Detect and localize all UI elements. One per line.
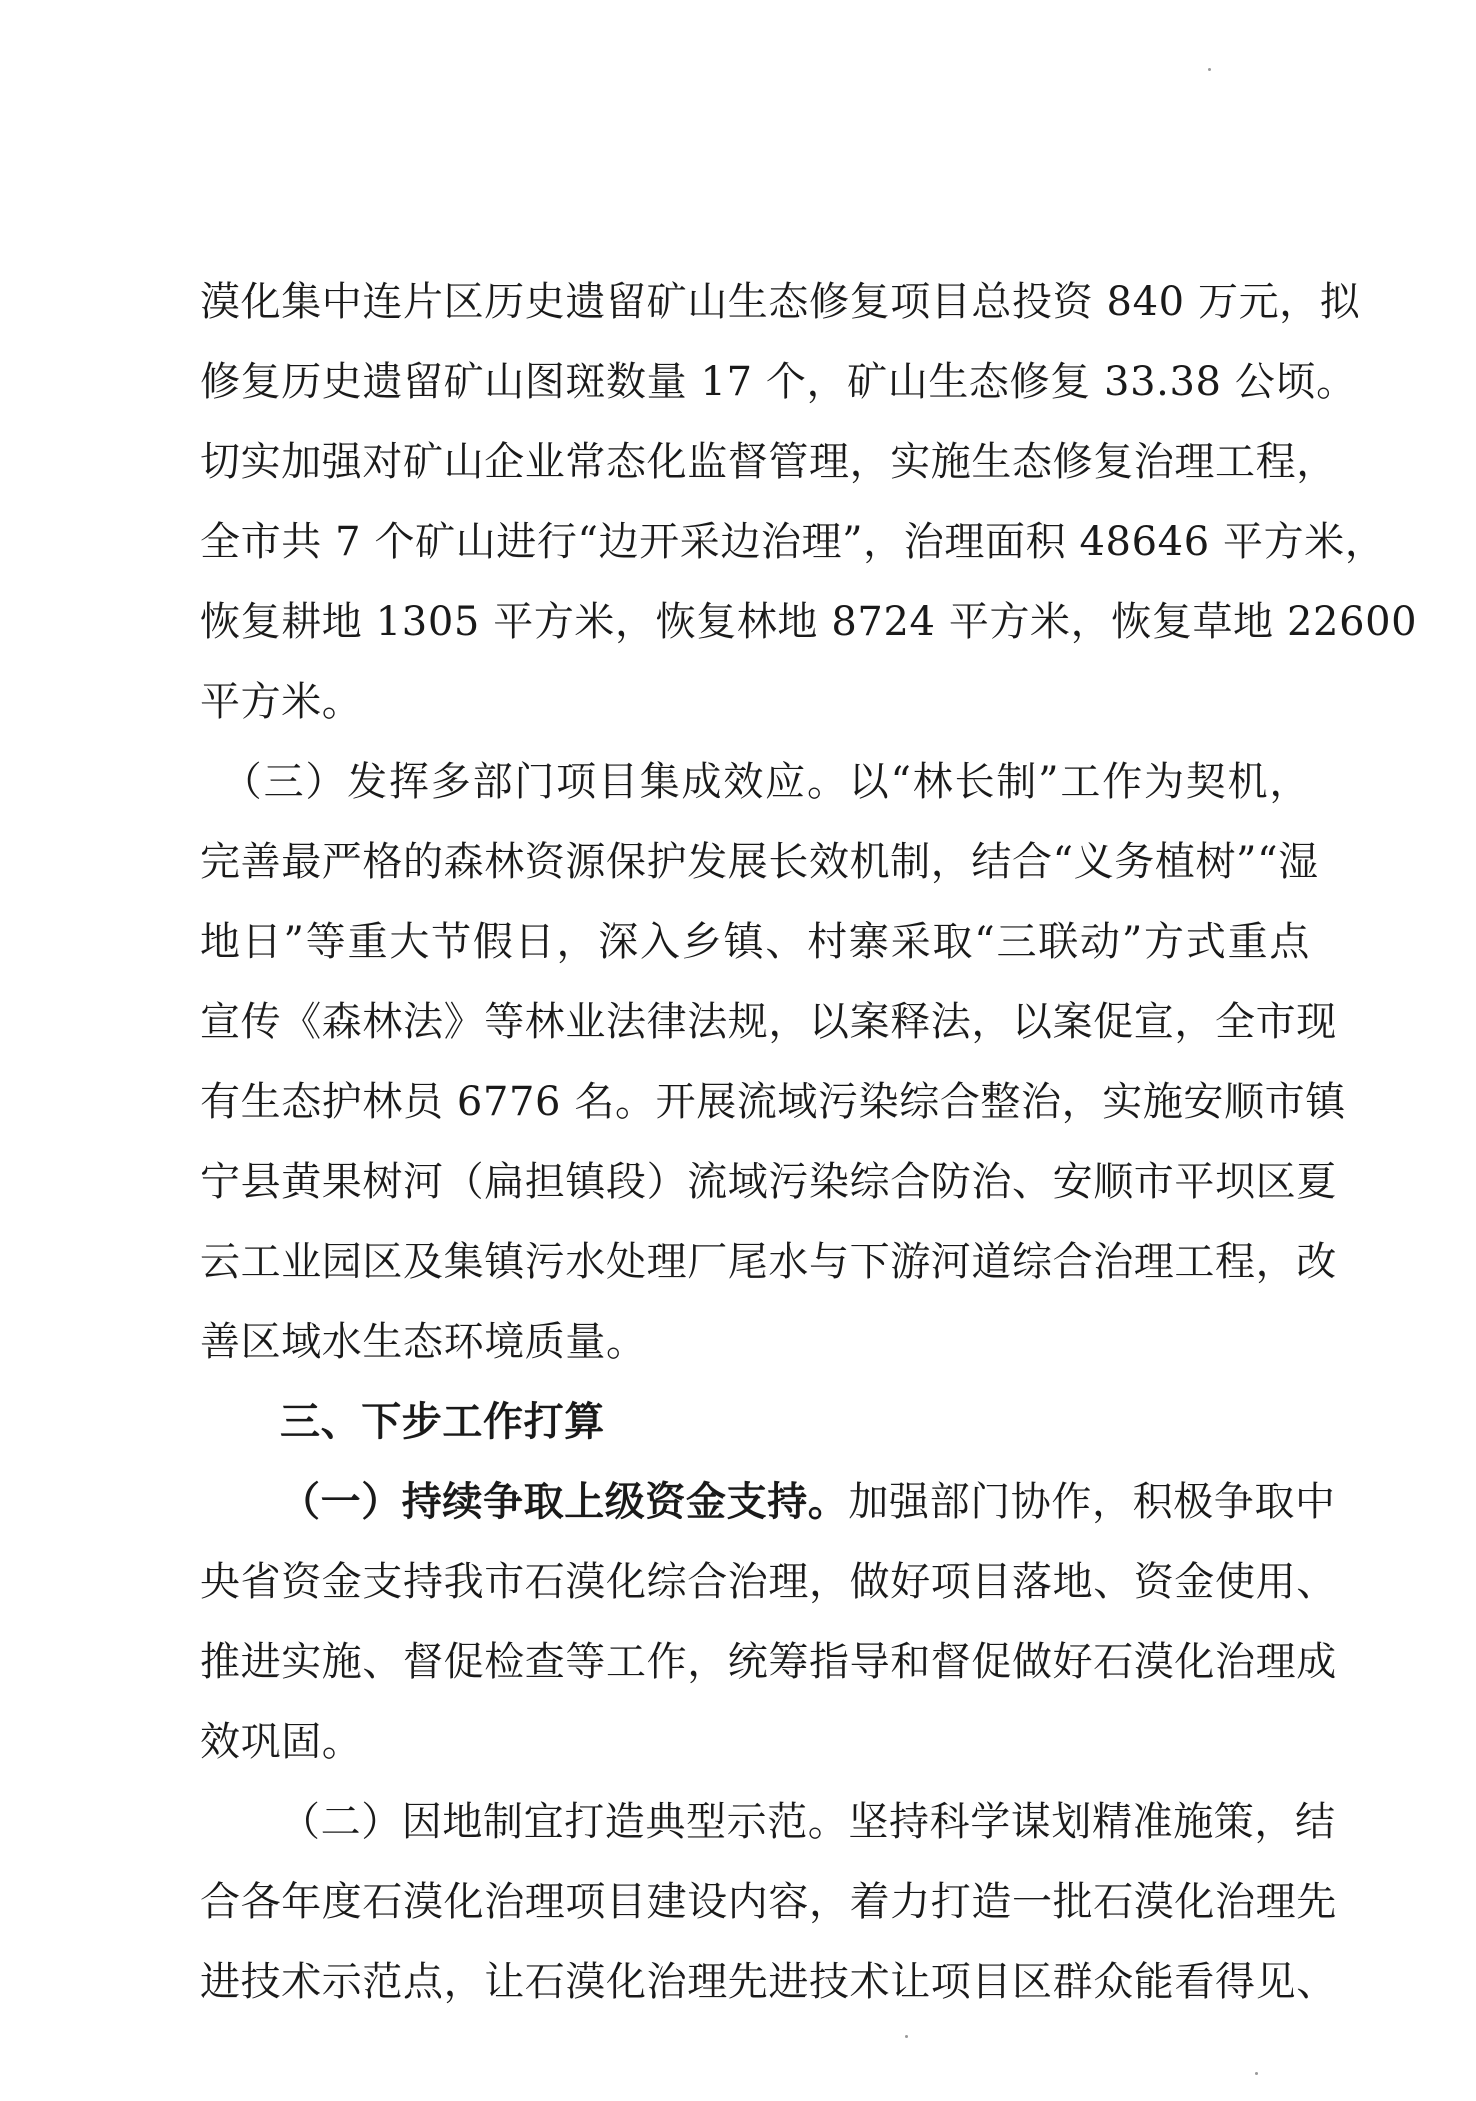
body-line-18: 央省资金支持我市石漠化综合治理，做好项目落地、资金使用、 <box>200 1559 1337 1605</box>
subsection-1-title: （一）持续争取上级资金支持。 <box>280 1479 849 1525</box>
scan-speck-bottom-center <box>905 2035 908 2038</box>
body-line-22: 合各年度石漠化治理项目建设内容，着力打造一批石漠化治理先 <box>200 1879 1337 1925</box>
scan-speck-top <box>1208 68 1211 71</box>
body-line-9: 地日”等重大节假日，深入乡镇、村寨采取“三联动”方式重点 <box>200 919 1310 965</box>
body-line-13: 云工业园区及集镇污水处理厂尾水与下游河道综合治理工程，改 <box>200 1239 1337 1285</box>
document-body <box>200 262 1418 2022</box>
body-line-8: 完善最严格的森林资源保护发展长效机制，结合“义务植树”“湿 <box>200 839 1319 885</box>
body-line-14: 善区域水生态环境质量。 <box>200 1319 647 1365</box>
subsection-1-line <box>200 1462 1336 1542</box>
body-line-20: 效巩固。 <box>200 1719 363 1765</box>
section-3-paragraph-start: （三）发挥多部门项目集成效应。以“林长制”工作为契机， <box>200 759 1310 805</box>
body-line-4: 全市共 7 个矿山进行“边开采边治理”，治理面积 48646 平方米， <box>200 519 1386 565</box>
body-line-11: 有生态护林员 6776 名。开展流域污染综合整治，实施安顺市镇 <box>200 1079 1346 1125</box>
body-line-6: 平方米。 <box>200 679 363 725</box>
body-line-10: 宣传《森林法》等林业法律法规，以案释法，以案促宣，全市现 <box>200 999 1337 1045</box>
section-heading-next-steps: 三、下步工作打算 <box>280 1399 605 1445</box>
body-line-5: 恢复耕地 1305 平方米，恢复林地 8724 平方米，恢复草地 22600 <box>200 599 1418 645</box>
body-line-19: 推进实施、督促检查等工作，统筹指导和督促做好石漠化治理成 <box>200 1639 1337 1685</box>
body-line-12: 宁县黄果树河（扁担镇段）流域污染综合防治、安顺市平坝区夏 <box>200 1159 1337 1205</box>
subsection-1-text: 加强部门协作，积极争取中 <box>848 1479 1336 1525</box>
scan-speck-bottom-right <box>1255 2072 1258 2075</box>
body-line-2: 修复历史遗留矿山图斑数量 17 个，矿山生态修复 33.38 公顷。 <box>200 359 1357 405</box>
body-line-3: 切实加强对矿山企业常态化监督管理，实施生态修复治理工程， <box>200 439 1337 485</box>
body-line-23: 进技术示范点，让石漠化治理先进技术让项目区群众能看得见、 <box>200 1959 1337 2005</box>
body-line-1: 漠化集中连片区历史遗留矿山生态修复项目总投资 840 万元，拟 <box>200 279 1361 325</box>
subsection-2-line: （二）因地制宜打造典型示范。坚持科学谋划精准施策，结 <box>280 1799 1336 1845</box>
